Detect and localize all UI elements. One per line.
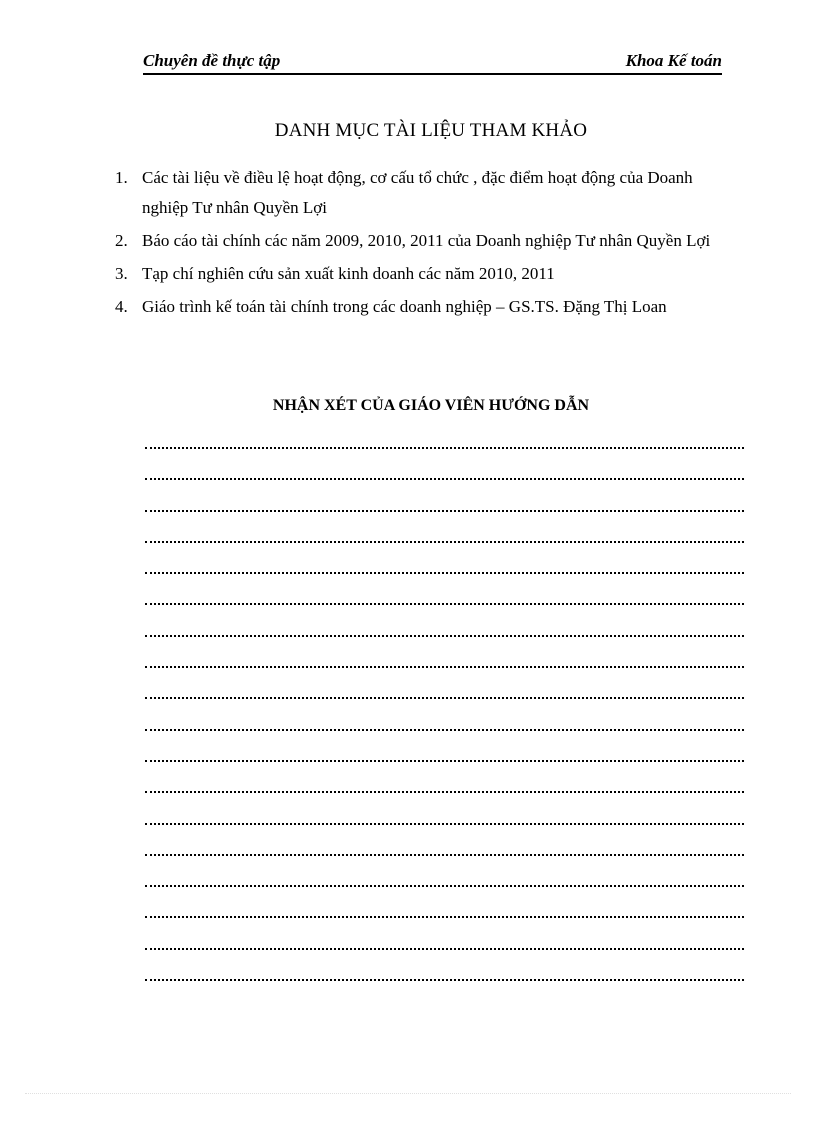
reference-number: 3. (115, 264, 128, 283)
references-list (115, 163, 735, 325)
dotted-writing-line (145, 823, 744, 854)
dotted-writing-line (145, 979, 744, 1010)
dotted-writing-line (145, 541, 744, 572)
reference-number: 4. (115, 297, 128, 316)
reference-text: Tạp chí nghiên cứu sản xuất kinh doanh các năm 2010, 2011 (142, 264, 555, 283)
dotted-writing-line (145, 854, 744, 885)
dotted-writing-line (145, 478, 744, 509)
dotted-writing-line (145, 510, 744, 541)
footer-divider (25, 1093, 791, 1094)
dotted-writing-line (145, 791, 744, 822)
dotted-writing-line (145, 635, 744, 666)
dotted-writing-line (145, 666, 744, 697)
dotted-writing-line (145, 885, 744, 916)
header-right-text: Khoa Kế toán (625, 51, 722, 70)
reference-text: Giáo trình kế toán tài chính trong các doanh nghiệp – GS.TS. Đặng Thị Loan (142, 297, 667, 316)
review-writing-lines (145, 447, 744, 1010)
reference-text: Báo cáo tài chính các năm 2009, 2010, 2011 của Doanh nghiệp Tư nhân Quyền Lợi (142, 231, 711, 250)
page-header (143, 49, 722, 75)
dotted-writing-line (145, 447, 744, 478)
review-title: NHẬN XÉT CỦA GIÁO VIÊN HƯỚNG DẪN (272, 397, 590, 414)
reference-text: Các tài liệu về điều lệ hoạt động, cơ cấu tổ chức , đặc điểm hoạt động của Doanh nghiệp Tư nhân Quyền Lợi (142, 168, 693, 217)
dotted-writing-line (145, 697, 744, 728)
dotted-writing-line (145, 760, 744, 791)
references-title: DANH MỤC TÀI LIỆU THAM KHẢO (274, 120, 588, 141)
dotted-writing-line (145, 572, 744, 603)
reference-item (115, 259, 735, 289)
reference-item (115, 292, 735, 322)
dotted-writing-line (145, 948, 744, 979)
reference-number: 2. (115, 231, 128, 250)
header-left-text: Chuyên đề thực tập (143, 51, 281, 70)
reference-number: 1. (115, 168, 128, 187)
dotted-writing-line (145, 916, 744, 947)
reference-item (115, 163, 735, 223)
dotted-writing-line (145, 603, 744, 634)
reference-item (115, 226, 735, 256)
dotted-writing-line (145, 729, 744, 760)
